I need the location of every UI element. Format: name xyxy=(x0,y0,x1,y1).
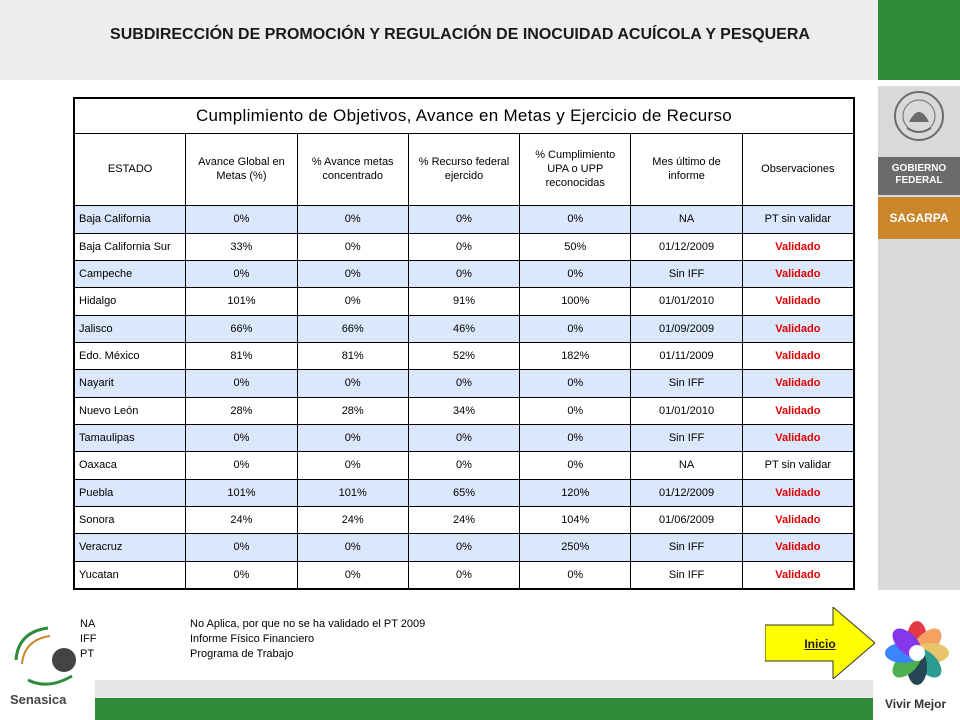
cell-observaciones: Validado xyxy=(742,342,853,369)
cell-estado: Baja California Sur xyxy=(75,233,186,260)
cell-avance-concentrado: 0% xyxy=(297,424,408,451)
legend-abbr: NA xyxy=(80,618,96,630)
table-row xyxy=(75,342,854,369)
cell-observaciones: Validado xyxy=(742,534,853,561)
footer-gray-bar xyxy=(95,680,873,698)
cell-estado: Nayarit xyxy=(75,370,186,397)
cell-recurso: 0% xyxy=(408,370,519,397)
cell-recurso: 24% xyxy=(408,506,519,533)
cell-observaciones: Validado xyxy=(742,397,853,424)
cell-recurso: 0% xyxy=(408,561,519,588)
cell-recurso: 0% xyxy=(408,424,519,451)
header-estado: ESTADO xyxy=(75,133,186,206)
cell-avance-global: 28% xyxy=(186,397,297,424)
table-row xyxy=(75,315,854,342)
table-row xyxy=(75,260,854,287)
cell-avance-concentrado: 0% xyxy=(297,534,408,561)
legend-row xyxy=(80,617,500,632)
legend-abbr: IFF xyxy=(80,633,97,645)
gobierno-federal-logo xyxy=(878,157,960,195)
cell-observaciones: Validado xyxy=(742,288,853,315)
table-row xyxy=(75,534,854,561)
cell-avance-global: 101% xyxy=(186,479,297,506)
cell-mes: 01/01/2010 xyxy=(631,288,742,315)
page-title: SUBDIRECCIÓN DE PROMOCIÓN Y REGULACIÓN DE INOCUIDAD ACUÍCOLA Y PESQUERA xyxy=(110,26,810,43)
cell-avance-concentrado: 0% xyxy=(297,206,408,233)
cell-estado: Campeche xyxy=(75,260,186,287)
legend-text: Programa de Trabajo xyxy=(190,648,294,660)
cell-cumplimiento: 100% xyxy=(520,288,631,315)
table-row xyxy=(75,206,854,233)
table-row xyxy=(75,506,854,533)
cell-recurso: 65% xyxy=(408,479,519,506)
legend-text: Informe Físico Financiero xyxy=(190,633,315,645)
table-row xyxy=(75,561,854,588)
header-avance-global: Avance Global en Metas (%) xyxy=(186,133,297,206)
legend xyxy=(80,617,500,662)
table-row xyxy=(75,452,854,479)
cell-avance-concentrado: 0% xyxy=(297,452,408,479)
cell-recurso: 52% xyxy=(408,342,519,369)
cell-cumplimiento: 0% xyxy=(520,206,631,233)
cell-avance-global: 0% xyxy=(186,561,297,588)
header-mes: Mes último de informe xyxy=(631,133,742,206)
cell-cumplimiento: 0% xyxy=(520,315,631,342)
cell-mes: 01/01/2010 xyxy=(631,397,742,424)
table-row xyxy=(75,397,854,424)
cell-cumplimiento: 250% xyxy=(520,534,631,561)
cell-recurso: 0% xyxy=(408,452,519,479)
cell-recurso: 0% xyxy=(408,260,519,287)
objectives-table xyxy=(73,97,855,590)
cell-avance-concentrado: 66% xyxy=(297,315,408,342)
cell-mes: Sin IFF xyxy=(631,561,742,588)
cell-cumplimiento: 182% xyxy=(520,342,631,369)
cell-avance-global: 66% xyxy=(186,315,297,342)
cell-estado: Yucatan xyxy=(75,561,186,588)
cell-avance-concentrado: 101% xyxy=(297,479,408,506)
header-observaciones: Observaciones xyxy=(742,133,853,206)
cell-observaciones: Validado xyxy=(742,424,853,451)
table-row xyxy=(75,288,854,315)
cell-estado: Puebla xyxy=(75,479,186,506)
cell-estado: Edo. México xyxy=(75,342,186,369)
cell-observaciones: Validado xyxy=(742,506,853,533)
vivir-mejor-label: Vivir Mejor xyxy=(885,697,947,711)
cell-cumplimiento: 104% xyxy=(520,506,631,533)
cell-mes: Sin IFF xyxy=(631,370,742,397)
header-cumplimiento: % Cumplimiento UPA o UPP reconocidas xyxy=(520,133,631,206)
coat-of-arms-icon xyxy=(893,88,945,148)
cell-recurso: 91% xyxy=(408,288,519,315)
cell-observaciones: Validado xyxy=(742,315,853,342)
cell-avance-global: 0% xyxy=(186,534,297,561)
table-row xyxy=(75,370,854,397)
cell-mes: Sin IFF xyxy=(631,260,742,287)
sidebar-divider xyxy=(878,80,960,86)
cell-cumplimiento: 0% xyxy=(520,452,631,479)
cell-mes: 01/09/2009 xyxy=(631,315,742,342)
cell-mes: 01/11/2009 xyxy=(631,342,742,369)
table-header-row xyxy=(75,133,854,206)
cell-avance-concentrado: 0% xyxy=(297,260,408,287)
cell-observaciones: Validado xyxy=(742,233,853,260)
cell-avance-global: 33% xyxy=(186,233,297,260)
cell-avance-concentrado: 0% xyxy=(297,370,408,397)
table-row xyxy=(75,233,854,260)
sidebar-top-accent xyxy=(878,0,960,80)
cell-mes: NA xyxy=(631,206,742,233)
table-body xyxy=(75,206,854,589)
cell-estado: Nuevo León xyxy=(75,397,186,424)
table-row xyxy=(75,424,854,451)
header-avance-concentrado: % Avance metas concentrado xyxy=(297,133,408,206)
cell-avance-global: 101% xyxy=(186,288,297,315)
cell-estado: Hidalgo xyxy=(75,288,186,315)
gobierno-line1: GOBIERNO xyxy=(891,163,947,174)
cell-observaciones: Validado xyxy=(742,260,853,287)
legend-row xyxy=(80,647,500,662)
cell-avance-global: 0% xyxy=(186,452,297,479)
cell-mes: 01/12/2009 xyxy=(631,233,742,260)
cell-observaciones: Validado xyxy=(742,370,853,397)
cell-mes: Sin IFF xyxy=(631,424,742,451)
table-row xyxy=(75,479,854,506)
cell-avance-concentrado: 28% xyxy=(297,397,408,424)
cell-avance-global: 24% xyxy=(186,506,297,533)
table-title: Cumplimiento de Objetivos, Avance en Metas y Ejercicio de Recurso xyxy=(75,99,854,134)
cell-recurso: 0% xyxy=(408,206,519,233)
cell-cumplimiento: 0% xyxy=(520,260,631,287)
legend-row xyxy=(80,632,500,647)
cell-recurso: 0% xyxy=(408,233,519,260)
vivir-mejor-flower-icon xyxy=(884,620,950,686)
cell-estado: Oaxaca xyxy=(75,452,186,479)
cell-avance-global: 81% xyxy=(186,342,297,369)
legend-abbr: PT xyxy=(80,648,95,660)
footer-green-bar xyxy=(95,698,873,720)
header-bar xyxy=(0,0,878,80)
gobierno-line2: FEDERAL xyxy=(895,175,943,186)
cell-avance-global: 0% xyxy=(186,424,297,451)
senasica-label: Senasica xyxy=(10,692,67,707)
cell-mes: NA xyxy=(631,452,742,479)
cell-observaciones: Validado xyxy=(742,561,853,588)
cell-avance-concentrado: 0% xyxy=(297,561,408,588)
cell-observaciones: PT sin validar xyxy=(742,206,853,233)
cell-avance-concentrado: 81% xyxy=(297,342,408,369)
cell-avance-concentrado: 0% xyxy=(297,233,408,260)
cell-avance-concentrado: 24% xyxy=(297,506,408,533)
cell-cumplimiento: 0% xyxy=(520,397,631,424)
cell-mes: 01/12/2009 xyxy=(631,479,742,506)
cell-recurso: 34% xyxy=(408,397,519,424)
cell-estado: Sonora xyxy=(75,506,186,533)
cell-mes: Sin IFF xyxy=(631,534,742,561)
cell-cumplimiento: 50% xyxy=(520,233,631,260)
cell-estado: Tamaulipas xyxy=(75,424,186,451)
cell-cumplimiento: 0% xyxy=(520,424,631,451)
cell-avance-global: 0% xyxy=(186,370,297,397)
cell-estado: Veracruz xyxy=(75,534,186,561)
cell-cumplimiento: 120% xyxy=(520,479,631,506)
header-recurso: % Recurso federal ejercido xyxy=(408,133,519,206)
cell-observaciones: PT sin validar xyxy=(742,452,853,479)
cell-avance-concentrado: 0% xyxy=(297,288,408,315)
cell-recurso: 46% xyxy=(408,315,519,342)
cell-estado: Baja California xyxy=(75,206,186,233)
cell-avance-global: 0% xyxy=(186,260,297,287)
cell-mes: 01/06/2009 xyxy=(631,506,742,533)
legend-text: No Aplica, por que no se ha validado el PT 2009 xyxy=(190,618,426,630)
cell-cumplimiento: 0% xyxy=(520,561,631,588)
cell-cumplimiento: 0% xyxy=(520,370,631,397)
cell-observaciones: Validado xyxy=(742,479,853,506)
cell-recurso: 0% xyxy=(408,534,519,561)
inicio-button[interactable]: Inicio xyxy=(804,637,836,651)
cell-avance-global: 0% xyxy=(186,206,297,233)
sagarpa-logo: SAGARPA xyxy=(878,197,960,239)
cell-estado: Jalisco xyxy=(75,315,186,342)
